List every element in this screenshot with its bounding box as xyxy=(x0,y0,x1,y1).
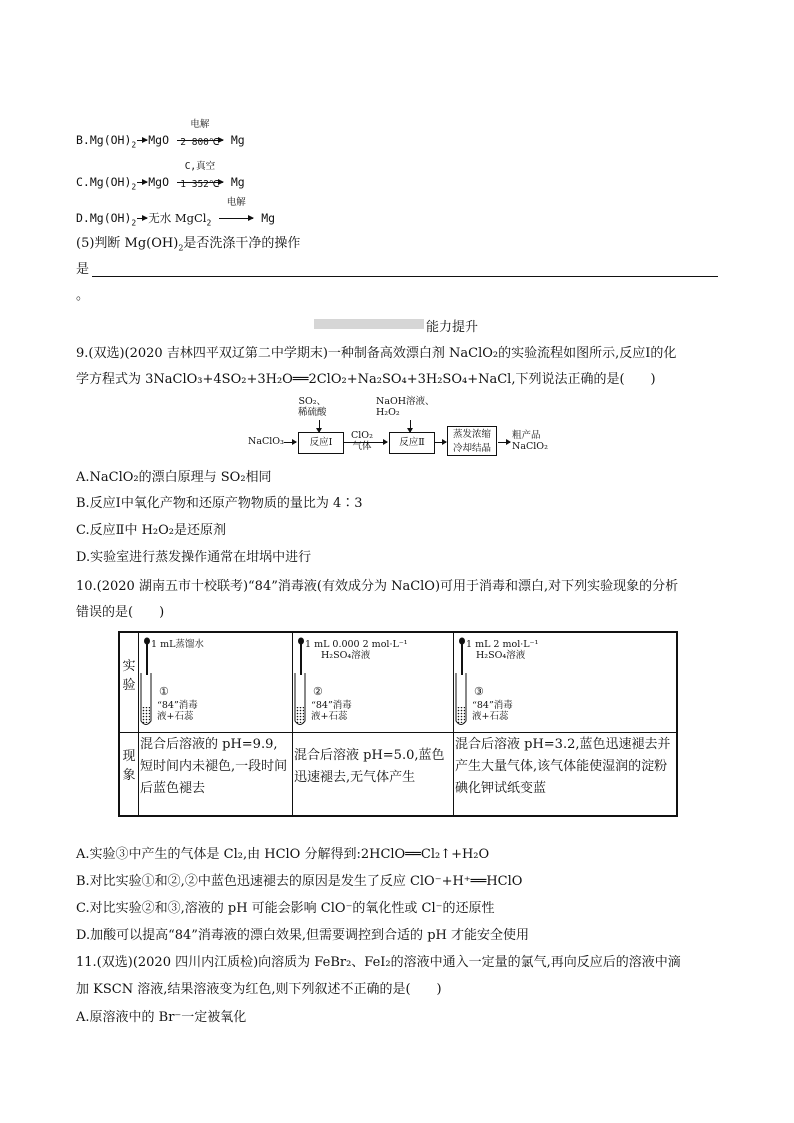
q11-option-a: A.原溶液中的 Br⁻一定被氧化 xyxy=(76,1010,247,1025)
reaction-arrow: C,真空 1 352℃ xyxy=(176,173,224,191)
q10-stem-line2: 错误的是( ) xyxy=(76,605,165,620)
row-label-phenomenon: 现 象 xyxy=(122,749,136,783)
flow-diagram xyxy=(248,394,568,464)
flow-box-evaporation: 蒸发浓缩 冷却结晶 xyxy=(447,426,497,456)
experiment-cell-1: 1 mL蒸馏水 ① “84”消毒 液+石蕊 xyxy=(139,633,292,732)
row-label-experiment: 实 验 xyxy=(122,659,136,693)
flow-arrow xyxy=(434,442,446,443)
experiment-table xyxy=(118,631,678,817)
q9-option-a: A.NaClO₂的漂白原理与 SO₂相同 xyxy=(76,470,272,485)
flow-arrow xyxy=(410,420,411,432)
flow-arrow xyxy=(284,442,296,443)
q9-option-d: D.实验室进行蒸发操作通常在坩埚中进行 xyxy=(76,550,312,565)
q10-option-d: D.加酸可以提高“84”消毒液的漂白效果,但需要调控到合适的 pH 才能安全使用 xyxy=(76,928,529,943)
dropper-icon xyxy=(458,637,466,677)
q5-answer-prefix: 是 xyxy=(76,262,90,277)
flow-box-reaction1: 反应Ⅰ xyxy=(298,432,344,454)
q10-option-b: B.对比实验①和②,②中蓝色迅速褪去的原因是发生了反应 ClO⁻+H⁺══HClO xyxy=(76,874,523,889)
flow-arrow xyxy=(498,442,510,443)
experiment-cell-3: 1 mL 2 mol·L⁻¹ H₂SO₄溶液 ③ “84”消毒 液+石蕊 xyxy=(454,633,676,732)
observation-2: 混合后溶液 pH=5.0,蓝色迅速褪去,无气体产生 xyxy=(294,748,445,785)
q11-stem-line2: 加 KSCN 溶液,结果溶液变为红色,则下列叙述不正确的是( ) xyxy=(76,982,442,997)
option-d: $D.Mg(OH)_2$ 无水 MgCl$_2$ 电解 Mg xyxy=(76,197,276,228)
flow-product: 粗产品 NaClO₂ xyxy=(512,430,548,452)
option-b: $B.Mg(OH)_2$ MgO 电解 2 800℃ Mg xyxy=(76,119,245,150)
section-title: 能力提升 xyxy=(426,319,479,334)
q9-option-b: B.反应Ⅰ中氧化产物和还原产物物质的量比为 4∶3 xyxy=(76,496,363,511)
dropper-icon xyxy=(297,637,305,677)
q10-option-a: A.实验③中产生的气体是 Cl₂,由 HClO 分解得到:2HClO══Cl₂↑+H₂O xyxy=(76,847,490,862)
flow-box-reaction2: 反应Ⅱ xyxy=(389,432,435,454)
section-bar xyxy=(314,319,424,329)
flow-arrow xyxy=(319,420,320,432)
flow-mid: ClO₂ 气体 xyxy=(351,430,373,452)
flow-start: NaClO₃ xyxy=(248,436,284,447)
test-tube-icon xyxy=(139,673,153,729)
reaction-arrow: 电解 xyxy=(218,209,254,227)
q9-option-c: C.反应Ⅱ中 H₂O₂是还原剂 xyxy=(76,523,227,538)
q9-stem-line2: 学方程式为 3NaClO₃+4SO₂+3H₂O══2ClO₂+Na₂SO₄+3H₂SO₄+NaCl,下列说法正确的是( ) xyxy=(76,372,656,387)
observation-1: 混合后溶液的 pH=9.9,短时间内未褪色,一段时间后蓝色褪去 xyxy=(140,737,288,796)
flow-reagent2: NaOH溶液、 H₂O₂ xyxy=(376,396,435,418)
test-tube-icon xyxy=(293,673,307,729)
dropper-icon xyxy=(143,637,151,677)
q10-stem-line1: 10.(2020 湖南五市十校联考)“84”消毒液(有效成分为 NaClO)可用于消毒和漂白,对下列实验现象的分析 xyxy=(76,579,679,594)
q10-option-c: C.对比实验②和③,溶液的 pH 可能会影响 ClO⁻的氧化性或 Cl⁻的还原性 xyxy=(76,901,495,916)
observation-3: 混合后溶液 pH=3.2,蓝色迅速褪去并产生大量气体,该气体能使湿润的淀粉碘化钾试纸变蓝 xyxy=(455,737,671,796)
experiment-cell-2: 1 mL 0.000 2 mol·L⁻¹ H₂SO₄溶液 ② “84”消毒 液+石蕊 xyxy=(293,633,453,732)
answer-blank-line xyxy=(92,276,718,277)
option-c: $C.Mg(OH)_2$ MgO C,真空 1 352℃ Mg xyxy=(76,161,245,192)
test-tube-icon xyxy=(454,673,468,729)
flow-reagent1: SO₂、 稀硫酸 xyxy=(298,396,327,418)
q5-text: (5)判断 $Mg(OH)_2$是否洗涤干净的操作 xyxy=(76,236,301,253)
reaction-arrow: 电解 2 800℃ xyxy=(176,131,224,149)
q9-stem-line1: 9.(双选)(2020 吉林四平双辽第二中学期末)一种制备高效漂白剂 NaClO₂的实验流程如图所示,反应Ⅰ的化 xyxy=(76,346,677,361)
q11-stem-line1: 11.(双选)(2020 四川内江质检)向溶质为 FeBr₂、FeI₂的溶液中通入一定量的氯气,再向反应后的溶液中滴 xyxy=(76,955,681,970)
q5-end-mark: 。 xyxy=(76,288,90,303)
